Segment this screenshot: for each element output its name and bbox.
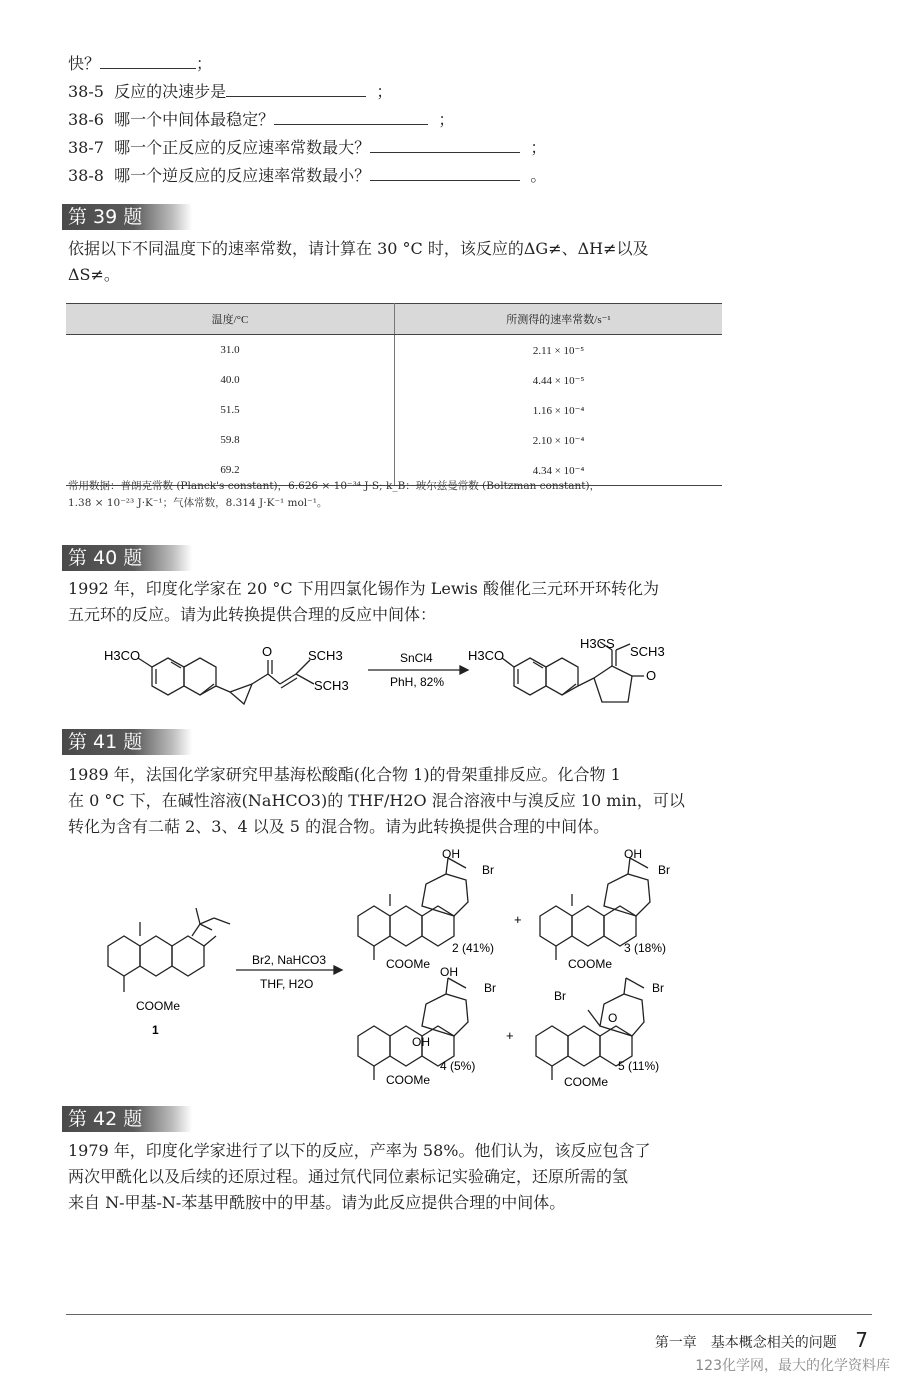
page-footer bbox=[655, 1328, 868, 1352]
constants-note bbox=[68, 478, 728, 512]
q40-reaction-scheme bbox=[100, 636, 720, 728]
cmpd1-label: 1 bbox=[152, 1023, 159, 1037]
q42-text bbox=[68, 1138, 728, 1216]
q39-text-line1: 依据以下不同温度下的速率常数，请计算在 30 °C 时，该反应的ΔG≠、ΔH≠以及 bbox=[68, 239, 649, 258]
table-header-row bbox=[66, 304, 722, 335]
footer-rule bbox=[66, 1314, 872, 1315]
q40-reagent-bottom: PhH, 82% bbox=[390, 675, 445, 689]
q41-text-line1: 1989 年，法国化学家研究甲基海松酸酯(化合物 1)的骨架重排反应。化合物 1 bbox=[68, 765, 621, 784]
prod-ketone-o-label: O bbox=[646, 668, 657, 683]
q40-heading: 第 40 题 bbox=[62, 545, 192, 571]
cmpd4-label: 4 (5%) bbox=[440, 1059, 476, 1073]
cmpd5-o: O bbox=[608, 1011, 618, 1025]
q41-text bbox=[68, 762, 728, 840]
cmpd2-ester: COOMe bbox=[386, 957, 431, 971]
q41-reagent-bottom: THF, H2O bbox=[260, 977, 314, 991]
table-row bbox=[66, 365, 722, 395]
table-row bbox=[66, 335, 722, 366]
cell-rate: 4.44 × 10⁻⁵ bbox=[532, 374, 585, 387]
q39-text-line2: ΔS≠。 bbox=[68, 265, 120, 284]
cmpd5-br-left: Br bbox=[554, 989, 566, 1003]
item-38-8: 38-8 哪一个逆反应的反应速率常数最小？ 。 bbox=[68, 166, 547, 185]
cmpd1-ester: COOMe bbox=[136, 999, 181, 1013]
q39-text bbox=[68, 236, 728, 288]
prod-methoxy-label: H3CO bbox=[468, 648, 505, 663]
q40-text-line2: 五元环的反应。请为此转换提供合理的反应中间体： bbox=[68, 605, 437, 624]
q40-text-line1: 1992 年，印度化学家在 20 °C 下用四氯化锡作为 Lewis 酸催化三元环开环转化为 bbox=[68, 579, 659, 598]
page-number: 7 bbox=[855, 1328, 868, 1352]
cmpd3-br: Br bbox=[658, 863, 670, 877]
cmpd4-ester: COOMe bbox=[386, 1073, 431, 1087]
plus-sign-1: + bbox=[514, 912, 522, 927]
cmpd2-oh: OH bbox=[442, 847, 460, 861]
table-row bbox=[66, 425, 722, 455]
col-temperature: 温度/°C bbox=[66, 304, 395, 335]
col-rate-constant: 所测得的速率常数/s⁻¹ bbox=[395, 304, 723, 335]
cmpd4-oh-ring: OH bbox=[412, 1035, 430, 1049]
sm-ketone-o-label: O bbox=[262, 644, 273, 659]
q42-text-line1: 1979 年，印度化学家进行了以下的反应，产率为 58%。他们认为，该反应包含了 bbox=[68, 1141, 651, 1160]
cell-temp: 31.0 bbox=[66, 335, 395, 366]
cmpd2-label: 2 (41%) bbox=[452, 941, 495, 955]
watermark: 123化学网，最大的化学资料库 bbox=[695, 1358, 890, 1374]
q39-heading: 第 39 题 bbox=[62, 204, 192, 230]
q41-text-line3: 转化为含有二萜 2、3、4 以及 5 的混合物。请为此转换提供合理的中间体。 bbox=[68, 817, 610, 836]
cell-temp: 59.8 bbox=[66, 425, 395, 455]
q40-text bbox=[68, 576, 728, 628]
cmpd5-ester: COOMe bbox=[564, 1075, 609, 1089]
item-38-4-tail: 快？ ； bbox=[68, 54, 213, 73]
plus-sign-2: + bbox=[506, 1028, 514, 1043]
sm-methoxy-label: H3CO bbox=[104, 648, 141, 663]
q41-reagent-top: Br2, NaHCO3 bbox=[252, 953, 327, 967]
cmpd5-label: 5 (11%) bbox=[618, 1059, 660, 1073]
cmpd2-br: Br bbox=[482, 863, 494, 877]
cmpd4-br: Br bbox=[484, 981, 496, 995]
item-38-6: 38-6 哪一个中间体最稳定？ ； bbox=[68, 110, 455, 129]
prod-sch3-left-label: H3CS bbox=[580, 636, 615, 651]
rate-constant-table bbox=[66, 303, 722, 486]
prod-sch3-right-label: SCH3 bbox=[630, 644, 665, 659]
cmpd3-oh: OH bbox=[624, 847, 642, 861]
cell-rate: 4.34 × 10⁻⁴ bbox=[395, 455, 723, 486]
table-row bbox=[66, 395, 722, 425]
cell-rate: 2.10 × 10⁻⁴ bbox=[532, 434, 585, 447]
cmpd5-br-right: Br bbox=[652, 981, 664, 995]
cell-temp: 69.2 bbox=[66, 455, 395, 486]
item-38-5: 38-5 反应的决速步是 ； bbox=[68, 82, 393, 101]
q42-text-line3: 来自 N-甲基-N-苯基甲酰胺中的甲基。请为此反应提供合理的中间体。 bbox=[68, 1193, 566, 1212]
sm-sch3-bottom-label: SCH3 bbox=[314, 678, 349, 693]
cell-rate: 2.11 × 10⁻⁵ bbox=[532, 344, 585, 357]
q41-heading: 第 41 题 bbox=[62, 729, 192, 755]
cmpd3-label: 3 (18%) bbox=[624, 941, 667, 955]
note-line1: 常用数据：普朗克常数 (Planck's constant)，6.626 × 10⁻³⁴ J·S; k_B：玻尔兹曼常数 (Boltzman constant)， bbox=[68, 480, 601, 492]
q41-reaction-scheme bbox=[96, 840, 716, 1100]
cell-temp: 40.0 bbox=[66, 365, 395, 395]
item-38-7: 38-7 哪一个正反应的反应速率常数最大？ ； bbox=[68, 138, 547, 157]
q40-reagent-top: SnCl4 bbox=[400, 651, 433, 665]
cell-rate: 1.16 × 10⁻⁴ bbox=[532, 404, 585, 417]
cell-temp: 51.5 bbox=[66, 395, 395, 425]
q42-text-line2: 两次甲酰化以及后续的还原过程。通过氘代同位素标记实验确定，还原所需的氢 bbox=[68, 1167, 629, 1186]
q41-text-line2: 在 0 °C 下，在碱性溶液(NaHCO3)的 THF/H2O 混合溶液中与溴反应 10 min，可以 bbox=[68, 791, 685, 810]
note-line2: 1.38 × 10⁻²³ J·K⁻¹；气体常数，8.314 J·K⁻¹ mol⁻¹。 bbox=[68, 497, 328, 509]
chapter-title: 第一章 基本概念相关的问题 bbox=[654, 1335, 837, 1351]
q42-heading: 第 42 题 bbox=[62, 1106, 192, 1132]
cmpd4-oh-top: OH bbox=[440, 965, 458, 979]
sm-sch3-top-label: SCH3 bbox=[308, 648, 343, 663]
cmpd3-ester: COOMe bbox=[568, 957, 613, 971]
